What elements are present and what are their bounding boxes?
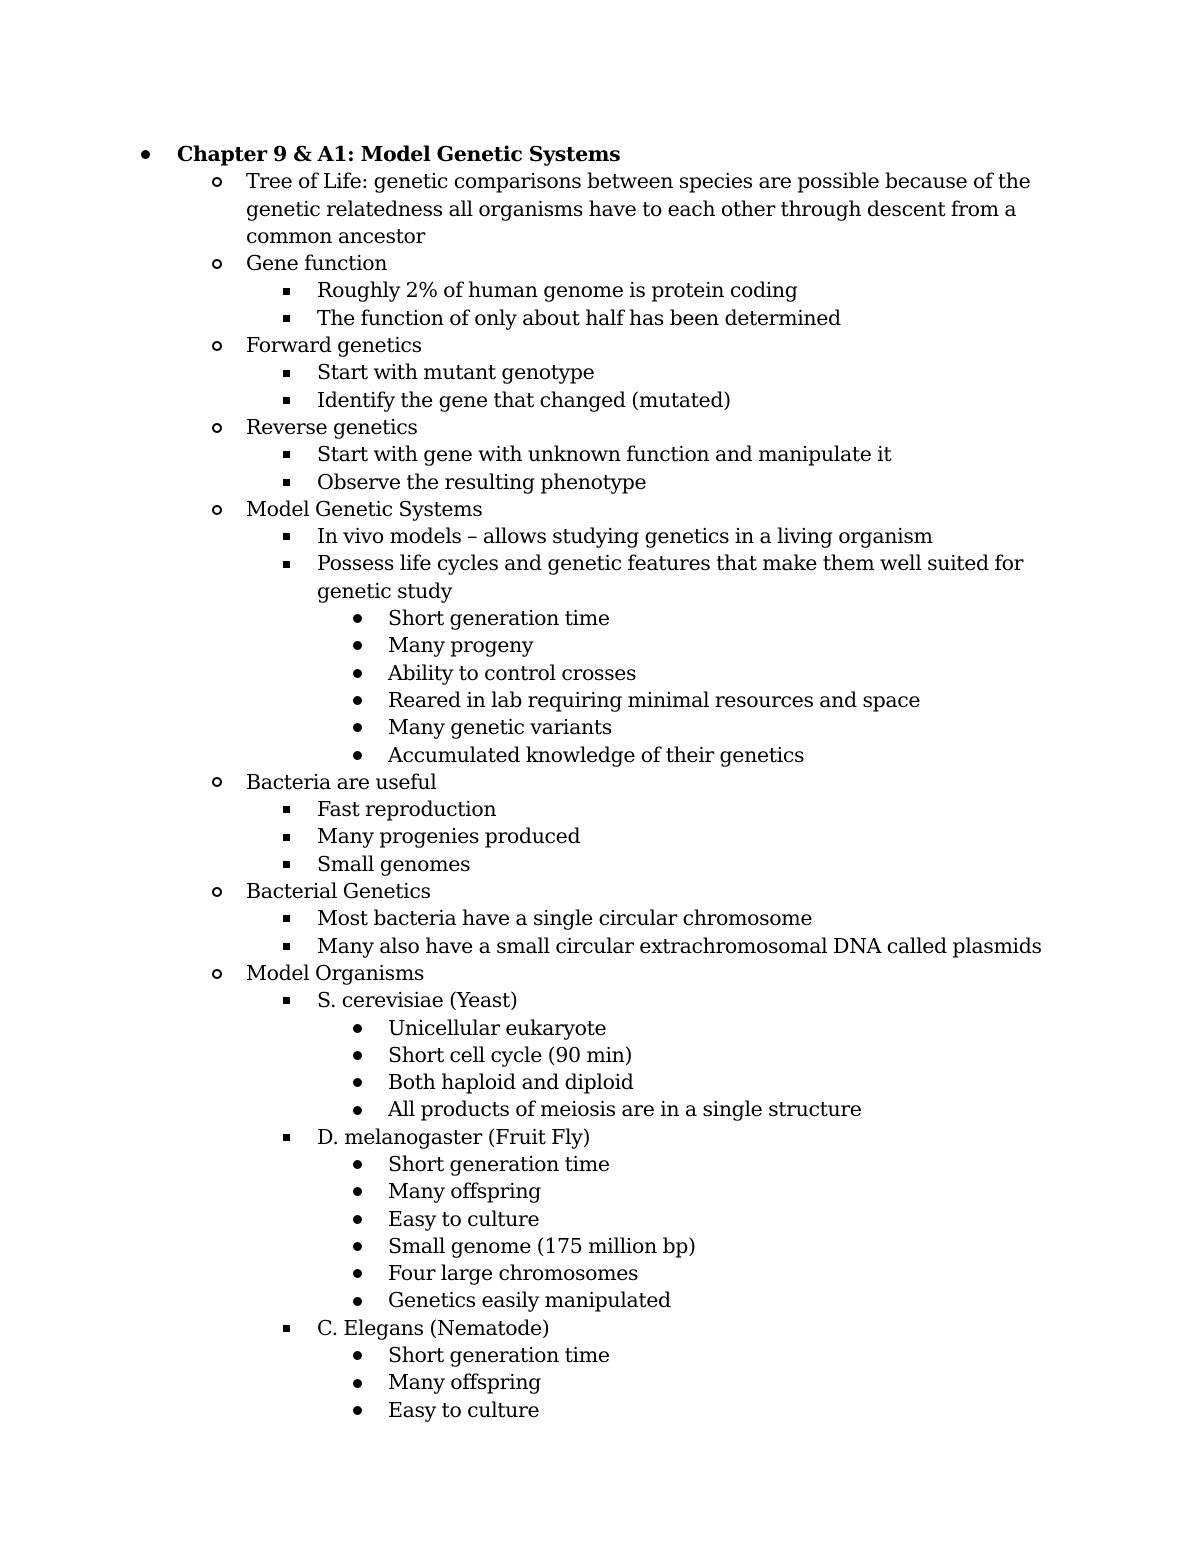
list-item-level3-text: Easy to culture (388, 1397, 540, 1422)
list-item-level3-text: Short cell cycle (90 min) (388, 1042, 633, 1067)
list-item-level3-text: Unicellular eukaryote (388, 1015, 607, 1040)
bullet-disc-icon (353, 1015, 362, 1042)
list-item-level2 (0, 987, 1200, 1014)
list-item-level3-text: Short generation time (388, 606, 610, 631)
list-item-level3-text: Four large chromosomes (388, 1261, 639, 1286)
list-item-level1 (0, 878, 1200, 905)
bullet-square-icon (283, 851, 290, 878)
list-item-level3 (0, 632, 1200, 659)
list-item-level3 (0, 1206, 1200, 1233)
bullet-square-icon (283, 387, 290, 414)
list-item-level3 (0, 714, 1200, 741)
list-item-level2-text: Observe the resulting phenotype (317, 469, 647, 494)
bullet-disc-icon (353, 1042, 362, 1069)
list-item-level3 (0, 1287, 1200, 1314)
list-item-level3-text: Easy to culture (388, 1206, 540, 1231)
bullet-square-icon (283, 823, 290, 850)
list-item-level2 (0, 1124, 1200, 1151)
list-item-level3 (0, 1369, 1200, 1396)
list-item-level3-text: Accumulated knowledge of their genetics (388, 742, 805, 767)
list-item-level2-text: Start with mutant genotype (317, 360, 595, 385)
bullet-disc-icon (353, 742, 362, 769)
list-item-level3-text: Short generation time (388, 1343, 610, 1368)
list-item-level3-text: Short generation time (388, 1151, 610, 1176)
list-item-level1 (0, 414, 1200, 441)
bullet-disc-icon (353, 1178, 362, 1205)
list-item-level3 (0, 1233, 1200, 1260)
list-item-level2 (0, 469, 1200, 496)
list-item-level1-text: Model Organisms (246, 960, 425, 985)
list-item-level3 (0, 1178, 1200, 1205)
list-item-level2 (0, 1315, 1200, 1342)
bullet-ring-icon (212, 496, 222, 523)
heading-item (0, 141, 1200, 168)
list-item-level2 (0, 277, 1200, 304)
bullet-square-icon (283, 933, 290, 960)
bullet-disc-icon (353, 1342, 362, 1369)
bullet-disc-icon (353, 714, 362, 741)
list-item-level2 (0, 387, 1200, 414)
list-item-level3-text: All products of meiosis are in a single structure (388, 1097, 862, 1122)
list-item-level3 (0, 1151, 1200, 1178)
bullet-square-icon (283, 305, 290, 332)
list-item-level1-text: Reverse genetics (246, 414, 418, 439)
bullet-disc-icon (353, 1096, 362, 1123)
list-item-level2 (0, 823, 1200, 850)
list-item-level3 (0, 1397, 1200, 1424)
list-item-level2 (0, 441, 1200, 468)
list-item-level2-text: C. Elegans (Nematode) (317, 1315, 550, 1340)
list-item-level1 (0, 250, 1200, 277)
list-item-level3-text: Small genome (175 million bp) (388, 1233, 696, 1258)
bullet-square-icon (283, 905, 290, 932)
list-item-level3-text: Ability to control crosses (388, 660, 637, 685)
bullet-ring-icon (212, 250, 222, 277)
bullet-disc-icon (353, 1151, 362, 1178)
list-item-level1-text: Gene function (246, 251, 388, 276)
bullet-square-icon (283, 550, 290, 577)
outline-list (0, 168, 1200, 1424)
list-item-level1 (0, 769, 1200, 796)
list-item-level3 (0, 1015, 1200, 1042)
list-item-level2-text: Many progenies produced (317, 824, 581, 849)
list-item-level3 (0, 1096, 1200, 1123)
bullet-disc-icon (353, 1233, 362, 1260)
list-item-level2-text: Possess life cycles and genetic features that make them well suited for genetic study (317, 551, 1024, 603)
list-item-level2-text: Most bacteria have a single circular chromosome (317, 906, 813, 931)
bullet-disc-icon (141, 141, 150, 168)
list-item-level1 (0, 960, 1200, 987)
list-item-level1-text: Bacteria are useful (246, 769, 437, 794)
list-item-level1 (0, 332, 1200, 359)
list-item-level3 (0, 742, 1200, 769)
bullet-square-icon (283, 277, 290, 304)
bullet-disc-icon (353, 1369, 362, 1396)
bullet-square-icon (283, 987, 290, 1014)
list-item-level2 (0, 523, 1200, 550)
list-item-level2-text: D. melanogaster (Fruit Fly) (317, 1124, 591, 1149)
bullet-ring-icon (212, 769, 222, 796)
list-item-level1 (0, 168, 1200, 250)
list-item-level2 (0, 305, 1200, 332)
list-item-level3-text: Many offspring (388, 1370, 541, 1395)
bullet-square-icon (283, 359, 290, 386)
list-item-level2 (0, 933, 1200, 960)
bullet-disc-icon (353, 660, 362, 687)
heading-text: Chapter 9 & A1: Model Genetic Systems (177, 142, 621, 166)
list-item-level3-text: Many genetic variants (388, 715, 612, 740)
bullet-disc-icon (353, 605, 362, 632)
list-item-level2 (0, 796, 1200, 823)
list-item-level3-text: Many offspring (388, 1179, 541, 1204)
list-item-level1-text: Tree of Life: genetic comparisons between species are possible because of the genetic relatedness all organisms have to each other through descent from a common ancestor (246, 169, 1031, 248)
list-item-level3 (0, 605, 1200, 632)
list-item-level2 (0, 359, 1200, 386)
bullet-disc-icon (353, 1287, 362, 1314)
list-item-level3 (0, 1342, 1200, 1369)
bullet-square-icon (283, 441, 290, 468)
bullet-square-icon (283, 523, 290, 550)
list-item-level2-text: In vivo models – allows studying genetics in a living organism (317, 524, 933, 549)
list-item-level1-text: Model Genetic Systems (246, 496, 483, 521)
bullet-square-icon (283, 796, 290, 823)
list-item-level3-text: Both haploid and diploid (388, 1070, 634, 1095)
bullet-square-icon (283, 1315, 290, 1342)
list-item-level3 (0, 1260, 1200, 1287)
bullet-ring-icon (212, 878, 222, 905)
list-item-level2-text: The function of only about half has been determined (317, 305, 841, 330)
list-item-level3 (0, 1069, 1200, 1096)
list-item-level2-text: Roughly 2% of human genome is protein coding (317, 278, 798, 303)
bullet-disc-icon (353, 1069, 362, 1096)
list-item-level2-text: Start with gene with unknown function and manipulate it (317, 442, 892, 467)
bullet-ring-icon (212, 960, 222, 987)
bullet-disc-icon (353, 687, 362, 714)
list-item-level3-text: Reared in lab requiring minimal resources and space (388, 687, 921, 712)
bullet-square-icon (283, 1124, 290, 1151)
list-item-level2-text: S. cerevisiae (Yeast) (317, 988, 518, 1013)
bullet-disc-icon (353, 1397, 362, 1424)
list-item-level2-text: Fast reproduction (317, 797, 497, 822)
list-item-level3 (0, 687, 1200, 714)
list-item-level3 (0, 660, 1200, 687)
list-item-level1 (0, 496, 1200, 523)
list-item-level3-text: Many progeny (388, 633, 534, 658)
list-item-level2 (0, 550, 1200, 605)
list-item-level2 (0, 851, 1200, 878)
list-item-level2 (0, 905, 1200, 932)
list-item-level2-text: Identify the gene that changed (mutated) (317, 387, 731, 412)
document-body (0, 141, 1200, 1424)
list-item-level3-text: Genetics easily manipulated (388, 1288, 671, 1313)
bullet-ring-icon (212, 332, 222, 359)
bullet-ring-icon (212, 414, 222, 441)
bullet-square-icon (283, 469, 290, 496)
bullet-ring-icon (212, 168, 222, 195)
bullet-disc-icon (353, 1206, 362, 1233)
list-item-level1-text: Forward genetics (246, 333, 422, 358)
bullet-disc-icon (353, 1260, 362, 1287)
bullet-disc-icon (353, 632, 362, 659)
list-item-level1-text: Bacterial Genetics (246, 879, 431, 904)
list-item-level3 (0, 1042, 1200, 1069)
list-item-level2-text: Many also have a small circular extrachromosomal DNA called plasmids (317, 933, 1042, 958)
list-item-level2-text: Small genomes (317, 851, 471, 876)
